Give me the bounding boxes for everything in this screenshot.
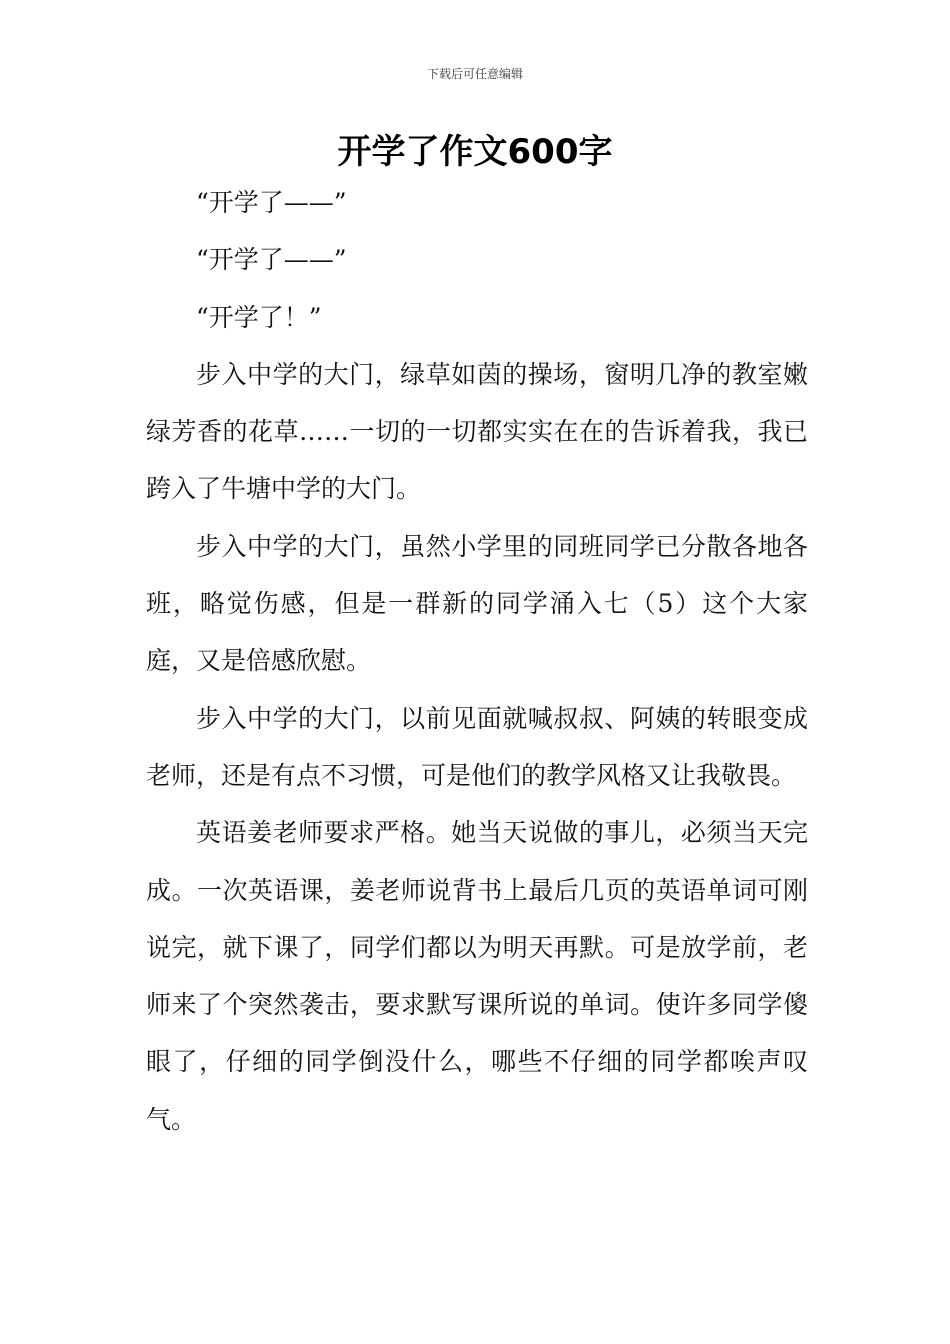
header-note: 下载后可任意编辑 <box>426 67 523 81</box>
page-title: 开学了作文600字 <box>337 132 613 172</box>
paragraph: 步入中学的大门，绿草如茵的操场，窗明几净的教室嫩绿芳香的花草……一切的一切都实实在在的告诉着我，我已跨入了牛塘中学的大门。 <box>146 359 808 504</box>
paragraph: 步入中学的大门，虽然小学里的同班同学已分散各地各班，略觉伤感，但是一群新的同学涌入七（5）这个大家庭，又是倍感欣慰。 <box>146 531 808 676</box>
paragraph: “开学了——” <box>196 245 347 275</box>
paragraph: “开学了——” <box>196 188 347 217</box>
paragraph: 英语姜老师要求严格。她当天说做的事儿，必须当天完成。一次英语课，姜老师说背书上最后几页的英语单词可刚说完，就下课了，同学们都以为明天再默。可是放学前，老师来了个突然袭击，要求默写课所说的单词。使许多同学傻眼了，仔细的同学倒没什么，哪些不仔细的同学都唉声叹气。 <box>146 818 808 1134</box>
paragraph: “开学了！” <box>196 302 322 332</box>
essay-body <box>146 174 808 1148</box>
paragraph: 步入中学的大门，以前见面就喊叔叔、阿姨的转眼变成老师，还是有点不习惯，可是他们的教学风格又让我敬畏。 <box>146 703 808 790</box>
